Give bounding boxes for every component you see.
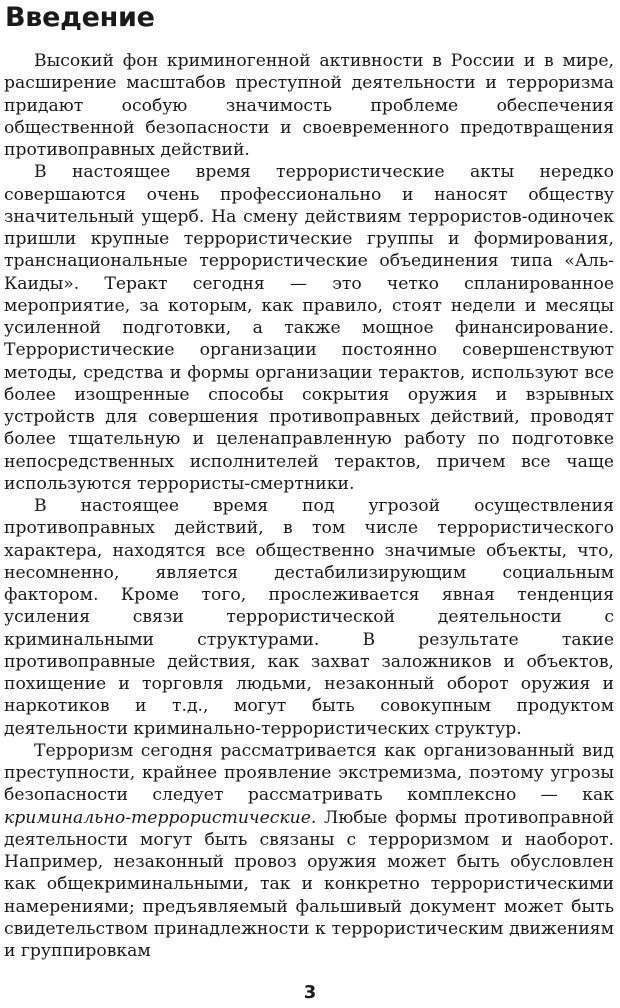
paragraph-4-text-before: Терроризм сегодня рассматривается как организованный вид преступности, крайнее проявление экстремизма, поэтому угрозы безопасности следует рассматривать комплексно — как [4,740,614,806]
body-text [4,50,614,962]
paragraph-1: Высокий фон криминогенной активности в России и в мире, расширение масштабов преступной деятельности и терроризма придают особую значимость проблеме обеспечения общественной безопасности и своевременного предотвращения противоправных действий. [4,51,614,160]
chapter-heading: Введение [5,2,155,33]
paragraph-4-emphasis: криминально-террористические. [4,807,317,828]
paragraph-2: В настоящее время террористические акты нередко совершаются очень профессионально и наносят обществу значительный ущерб. На смену действиям террористов-одиночек пришли крупные террористические группы и формирования, транснациональные террористические объединения типа «Аль-Каиды». Теракт сегодня — это четко спланированное мероприятие, за которым, как правило, стоят недели и месяцы усиленной подготовки, а также мощное финансирование. Террористические организации постоянно совершенствуют методы, средства и формы организации терактов, используют все более изощренные способы сокрытия оружия и взрывных устройств для совершения противоправных действий, проводят более тщательную и целенаправленную работу по подготовке непосредственных исполнителей терактов, причем все чаще используются террористы-смертники. [4,162,614,494]
page-number: 3 [303,982,317,1003]
paragraph-4 [4,740,614,963]
paragraph-4-text-after: Любые формы противоправной деятельности могут быть связаны с терроризмом и наоборот. Например, незаконный провоз оружия может быть обусловлен как общекриминальными, так и конкретно террористическими намерениями; предъявляемый фальшивый документ может быть свидетельством принадлежности к террористическим движениям и группировкам [4,807,614,961]
paragraph-3: В настоящее время под угрозой осуществления противоправных действий, в том числе террористического характера, находятся все общественно значимые объекты, что, несомненно, является дестабилизирующим социальным фактором. Кроме того, прослеживается явная тенденция усиления связи террористической деятельности с криминальными структурами. В результате такие противоправные действия, как захват заложников и объектов, похищение и торговля людьми, незаконный оборот оружия и наркотиков и т.д., могут быть совокупным продуктом деятельности криминально-террористических структур. [4,496,614,739]
